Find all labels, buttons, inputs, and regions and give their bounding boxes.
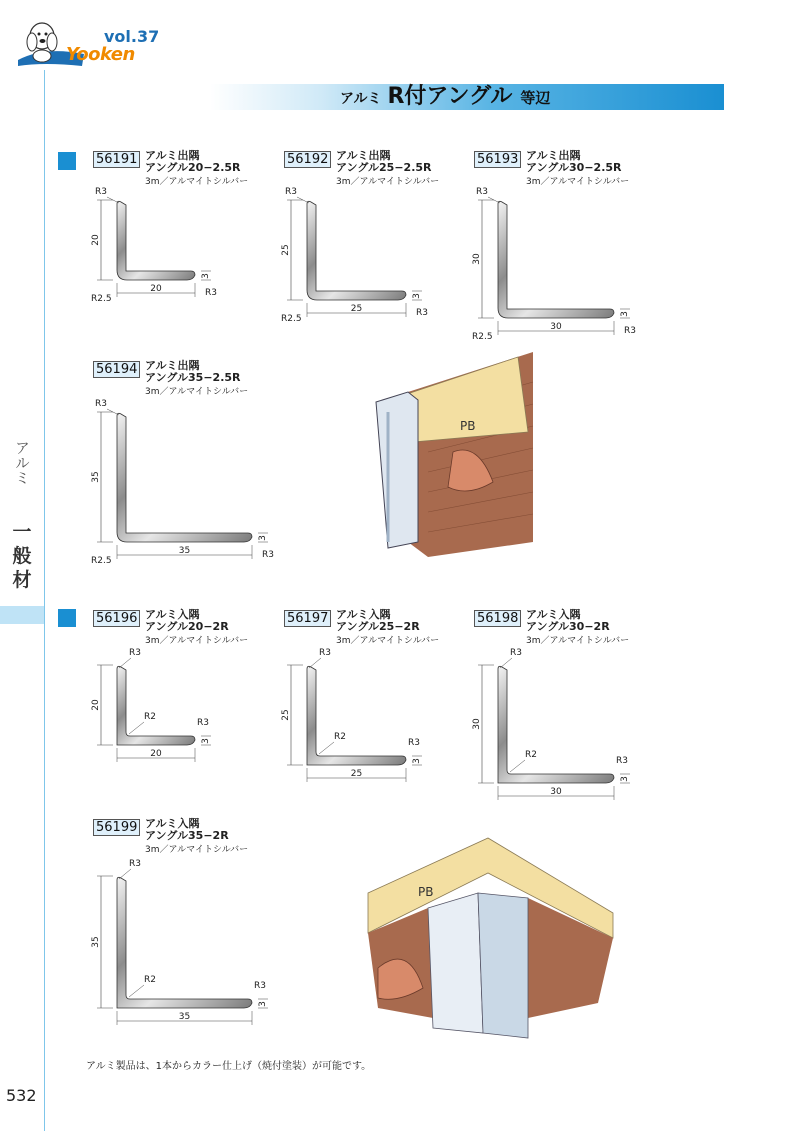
- leader-line: [319, 742, 334, 754]
- thickness-label: 3: [412, 758, 422, 764]
- product-code: 56193: [474, 151, 521, 168]
- product-spec: 3m／アルマイトシルバー: [145, 387, 249, 397]
- brand-name: Yooken: [66, 44, 135, 65]
- product-name: アルミ入隅 アングル25−2R: [336, 608, 420, 633]
- sidebar-category: アルミ: [13, 440, 31, 485]
- end-radius-label: R3: [416, 308, 428, 318]
- product-name: アルミ出隅 アングル25−2.5R: [336, 149, 432, 174]
- height-label: 25: [281, 244, 291, 256]
- angle-profile: [307, 201, 406, 300]
- top-radius-label: R3: [285, 187, 297, 197]
- page-number: 532: [6, 1086, 37, 1105]
- thickness-label: 3: [258, 1001, 268, 1007]
- height-label: 20: [91, 234, 101, 246]
- height-label: 35: [91, 471, 101, 483]
- end-radius-label: R3: [616, 756, 628, 766]
- volume-label: vol.37: [104, 27, 160, 46]
- height-label: 30: [472, 253, 482, 265]
- end-radius-label: R3: [254, 981, 266, 991]
- top-radius-label: R3: [95, 399, 107, 409]
- leader-line: [119, 869, 131, 879]
- product-code: 56196: [93, 610, 140, 627]
- thickness-label: 3: [201, 738, 211, 744]
- corner-radius-label: R2.5: [91, 556, 112, 566]
- top-radius-label: R3: [129, 648, 141, 658]
- angle-profile: [307, 666, 406, 765]
- product-code: 56198: [474, 610, 521, 627]
- product-spec: 3m／アルマイトシルバー: [336, 177, 440, 187]
- product-spec: 3m／アルマイトシルバー: [145, 636, 249, 646]
- title-prefix: アルミ: [340, 91, 382, 107]
- height-label: 35: [91, 936, 101, 948]
- pb-label: PB: [460, 419, 476, 433]
- thickness-label: 3: [620, 776, 630, 782]
- product-code: 56194: [93, 361, 140, 378]
- product-spec: 3m／アルマイトシルバー: [145, 845, 249, 855]
- leader-line: [129, 985, 144, 997]
- height-label: 25: [281, 709, 291, 721]
- end-radius-label: R3: [262, 550, 274, 560]
- width-label: 30: [550, 322, 562, 332]
- angle-profile: [117, 201, 195, 280]
- end-radius-label: R3: [624, 326, 636, 336]
- leader-line: [309, 658, 321, 668]
- height-label: 20: [91, 699, 101, 711]
- leader-line: [510, 760, 525, 772]
- width-label: 20: [150, 749, 162, 759]
- page-title: R付アングル: [387, 84, 513, 109]
- product-code: 56192: [284, 151, 331, 168]
- title-suffix: 等辺: [520, 89, 551, 107]
- top-radius-label: R3: [319, 648, 331, 658]
- width-label: 25: [350, 304, 363, 314]
- angle-profile: [117, 413, 252, 542]
- top-radius-label: R3: [129, 859, 141, 869]
- end-radius-label: R3: [408, 738, 420, 748]
- angle-profile: [498, 201, 614, 318]
- product-spec: 3m／アルマイトシルバー: [526, 177, 630, 187]
- product-name: アルミ出隅 アングル30−2.5R: [526, 149, 622, 174]
- product-code: 56199: [93, 819, 140, 836]
- top-radius-label: R3: [476, 187, 488, 197]
- width-label: 35: [178, 1012, 191, 1022]
- corner-radius-label: R2: [144, 975, 156, 985]
- outer-corner-illustration: [368, 352, 533, 557]
- corner-radius-label: R2.5: [91, 294, 112, 304]
- angle-profile: [117, 666, 195, 745]
- width-label: 35: [178, 546, 191, 556]
- corner-radius-label: R2: [144, 712, 156, 722]
- height-label: 30: [472, 718, 482, 730]
- corner-radius-label: R2: [525, 750, 537, 760]
- pb-label-2: PB: [418, 885, 434, 899]
- width-label: 20: [150, 284, 162, 294]
- angle-profile: [498, 666, 614, 783]
- corner-radius-label: R2.5: [281, 314, 302, 324]
- thickness-label: 3: [412, 293, 422, 299]
- product-code: 56191: [93, 151, 140, 168]
- product-name: アルミ出隅 アングル20−2.5R: [145, 149, 241, 174]
- angle-profile: [117, 877, 252, 1008]
- end-radius-label: R3: [197, 718, 209, 728]
- footnote: アルミ製品は、1本からカラー仕上げ（焼付塗装）が可能です。: [86, 1061, 372, 1072]
- leader-line: [500, 658, 512, 668]
- top-radius-label: R3: [510, 648, 522, 658]
- product-name: アルミ入隅 アングル30−2R: [526, 608, 610, 633]
- product-name: アルミ出隅 アングル35−2.5R: [145, 359, 241, 384]
- inner-corner-illustration: [368, 838, 613, 1043]
- end-radius-label: R3: [205, 288, 217, 298]
- product-name: アルミ入隅 アングル20−2R: [145, 608, 229, 633]
- thickness-label: 3: [201, 273, 211, 279]
- thickness-label: 3: [620, 311, 630, 317]
- leader-line: [129, 722, 144, 734]
- top-radius-label: R3: [95, 187, 107, 197]
- leader-line: [119, 658, 131, 668]
- width-label: 25: [350, 769, 363, 779]
- width-label: 30: [550, 787, 562, 797]
- sidebar-subcategory: 一 般 材: [12, 521, 32, 591]
- corner-radius-label: R2: [334, 732, 346, 742]
- thickness-label: 3: [258, 535, 268, 541]
- corner-radius-label: R2.5: [472, 332, 493, 342]
- product-code: 56197: [284, 610, 331, 627]
- product-name: アルミ入隅 アングル35−2R: [145, 817, 229, 842]
- product-spec: 3m／アルマイトシルバー: [526, 636, 630, 646]
- product-spec: 3m／アルマイトシルバー: [145, 177, 249, 187]
- product-spec: 3m／アルマイトシルバー: [336, 636, 440, 646]
